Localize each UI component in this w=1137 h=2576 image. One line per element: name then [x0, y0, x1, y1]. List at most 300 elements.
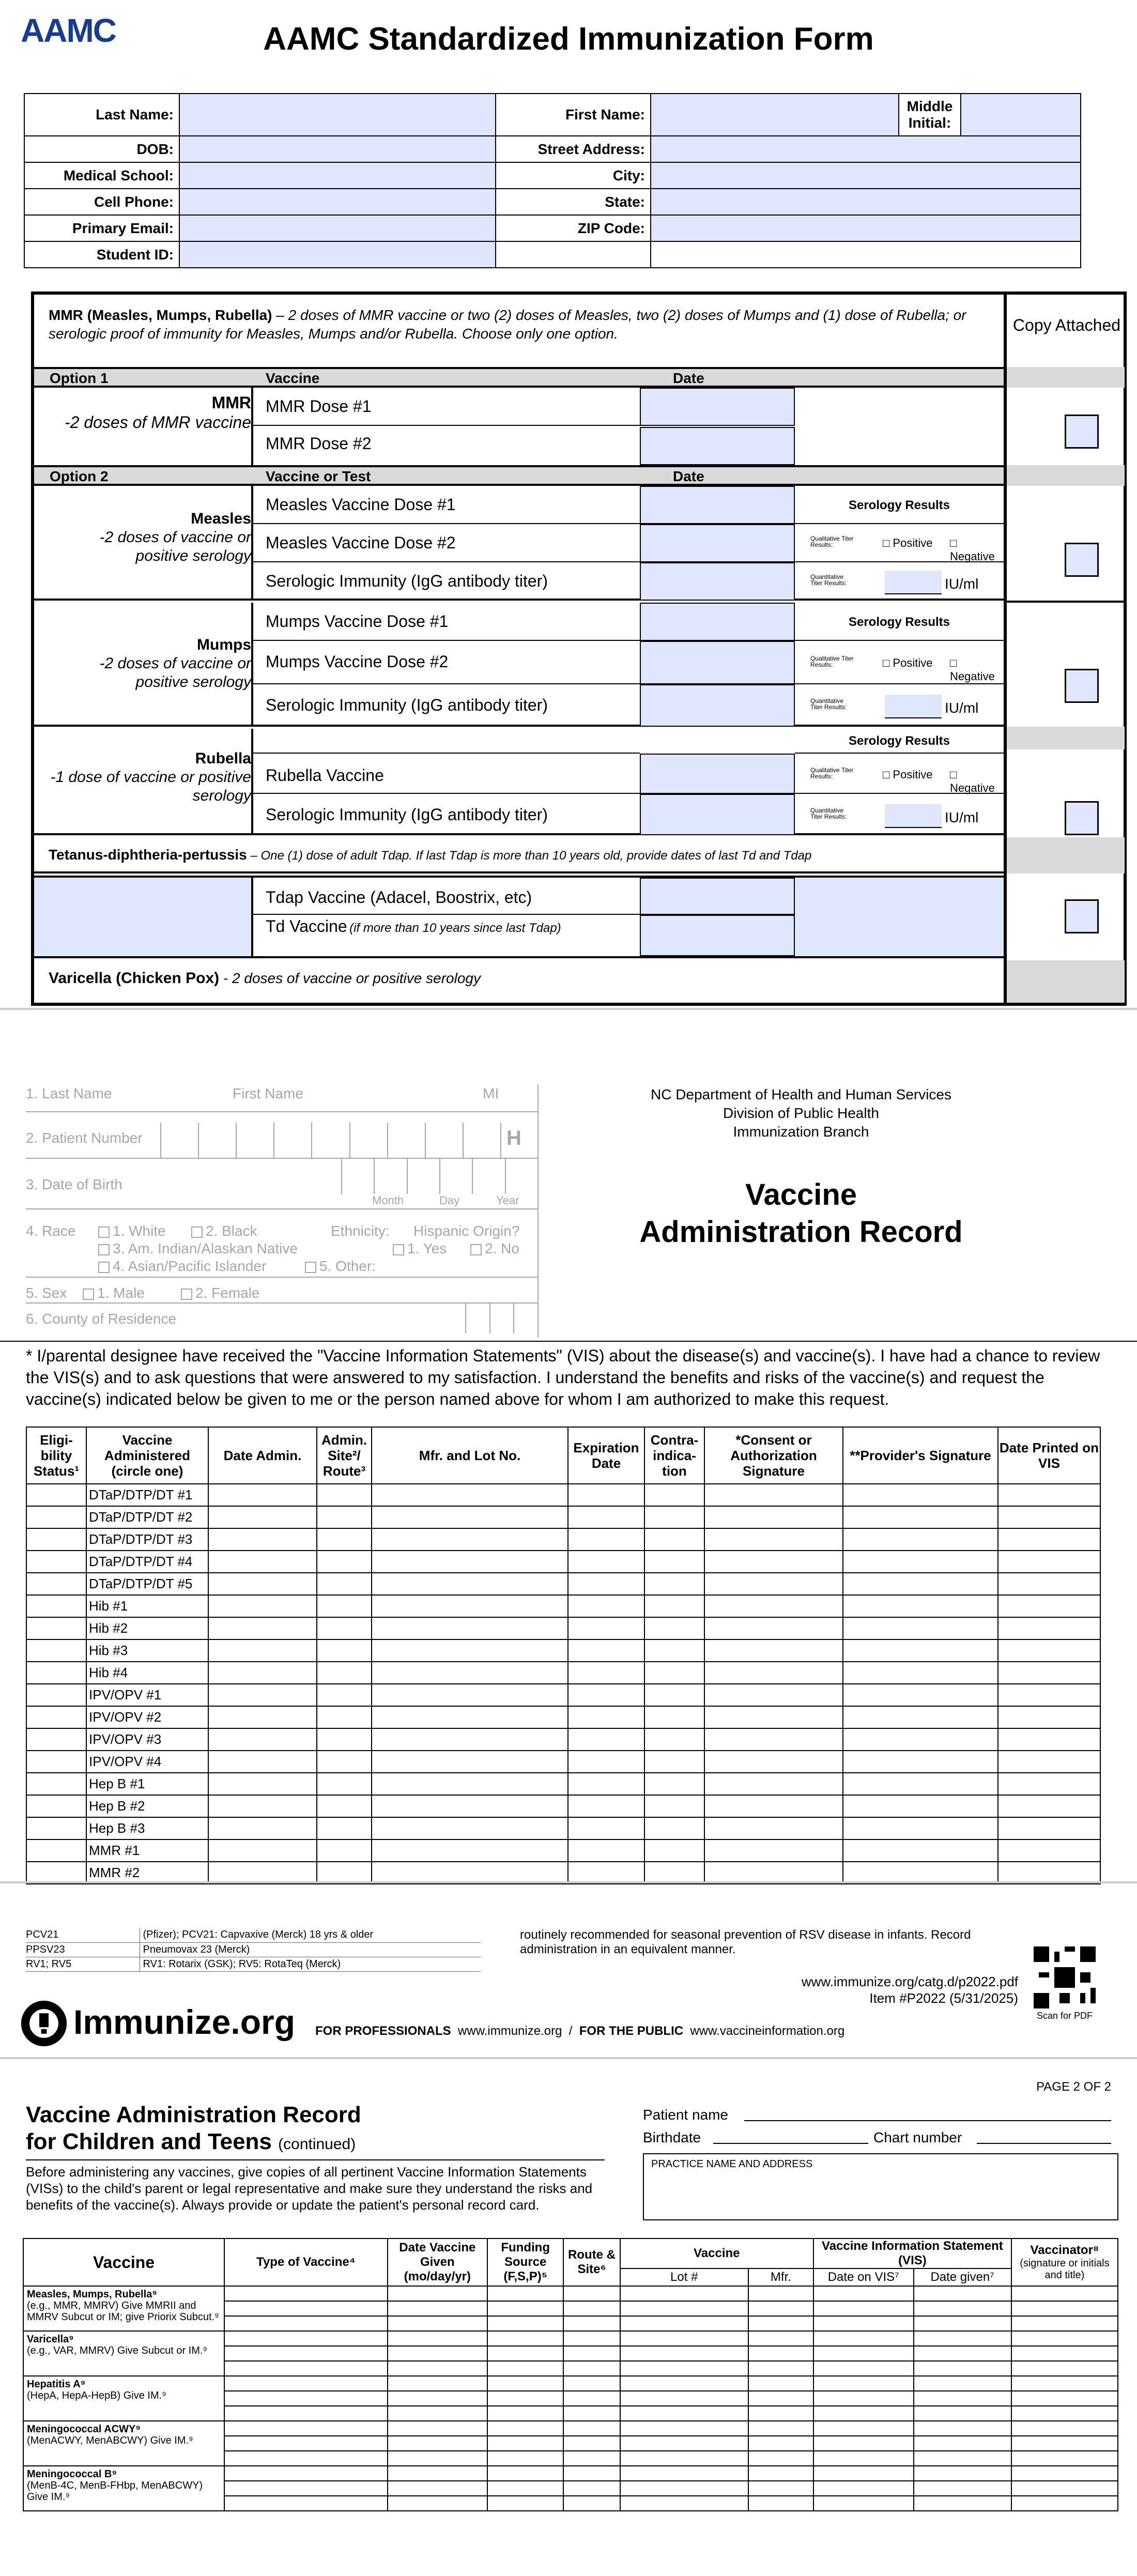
- record-cell[interactable]: [813, 2391, 914, 2406]
- record-cell[interactable]: [26, 1751, 86, 1773]
- record-cell[interactable]: [620, 2421, 748, 2436]
- dob-input[interactable]: [179, 136, 496, 162]
- record-cell[interactable]: [843, 1617, 998, 1639]
- record-cell[interactable]: [317, 1706, 372, 1728]
- record-cell[interactable]: [388, 2346, 488, 2361]
- school-input[interactable]: [179, 162, 496, 189]
- record-cell[interactable]: [998, 1528, 1100, 1551]
- record-cell[interactable]: [813, 2346, 914, 2361]
- race-am-indian[interactable]: 3. Am. Indian/Alaskan Native: [98, 1240, 298, 1257]
- record-cell[interactable]: [998, 1595, 1100, 1617]
- record-cell[interactable]: [487, 2316, 563, 2331]
- record-cell[interactable]: [568, 1817, 644, 1839]
- record-cell[interactable]: [388, 2496, 488, 2511]
- record-cell[interactable]: [388, 2466, 488, 2481]
- record-cell[interactable]: [372, 1639, 568, 1662]
- last-name-input[interactable]: [179, 94, 496, 136]
- record-cell[interactable]: [813, 2436, 914, 2451]
- record-cell[interactable]: [1011, 2391, 1118, 2406]
- record-cell[interactable]: [843, 1706, 998, 1728]
- record-cell[interactable]: [644, 1484, 704, 1506]
- prof-link[interactable]: www.immunize.org: [458, 2024, 562, 2038]
- record-cell[interactable]: [372, 1684, 568, 1706]
- record-cell[interactable]: [704, 1817, 843, 1839]
- record-cell[interactable]: [843, 1817, 998, 1839]
- record-cell[interactable]: [843, 1528, 998, 1551]
- middle-initial-input[interactable]: [961, 94, 1081, 136]
- record-cell[interactable]: [388, 2391, 488, 2406]
- record-cell[interactable]: [813, 2451, 914, 2466]
- record-cell[interactable]: [704, 1684, 843, 1706]
- record-cell[interactable]: [563, 2286, 620, 2301]
- record-cell[interactable]: [563, 2421, 620, 2436]
- record-cell[interactable]: [568, 1862, 644, 1884]
- record-cell[interactable]: [843, 1862, 998, 1884]
- record-cell[interactable]: [704, 1795, 843, 1817]
- record-cell[interactable]: [208, 1862, 317, 1884]
- public-link[interactable]: www.vaccineinformation.org: [690, 2024, 845, 2038]
- record-cell[interactable]: [372, 1528, 568, 1551]
- record-cell[interactable]: [704, 1595, 843, 1617]
- record-cell[interactable]: [26, 1639, 86, 1662]
- patient-name-line[interactable]: [744, 2120, 1111, 2121]
- record-cell[interactable]: [914, 2286, 1011, 2301]
- record-cell[interactable]: [813, 2286, 914, 2301]
- record-cell[interactable]: [644, 1862, 704, 1884]
- birthdate-line[interactable]: [713, 2143, 868, 2144]
- record-cell[interactable]: [487, 2286, 563, 2301]
- record-cell[interactable]: [26, 1839, 86, 1862]
- record-cell[interactable]: [914, 2361, 1011, 2376]
- rubella-negative[interactable]: □ Negative: [950, 768, 995, 794]
- record-cell[interactable]: [224, 2391, 387, 2406]
- measles-dose2-date[interactable]: [640, 524, 795, 562]
- record-cell[interactable]: [372, 1662, 568, 1684]
- county-boxes[interactable]: [465, 1302, 537, 1333]
- record-cell[interactable]: [563, 2451, 620, 2466]
- record-cell[interactable]: [1011, 2316, 1118, 2331]
- record-cell[interactable]: [843, 1639, 998, 1662]
- record-cell[interactable]: [317, 1795, 372, 1817]
- record-cell[interactable]: [317, 1639, 372, 1662]
- record-cell[interactable]: [843, 1751, 998, 1773]
- record-cell[interactable]: [26, 1595, 86, 1617]
- sex-male[interactable]: 1. Male: [83, 1285, 145, 1301]
- record-cell[interactable]: [372, 1862, 568, 1884]
- record-cell[interactable]: [208, 1817, 317, 1839]
- record-cell[interactable]: [1011, 2436, 1118, 2451]
- record-cell[interactable]: [26, 1662, 86, 1684]
- record-cell[interactable]: [568, 1706, 644, 1728]
- mmr-dose1-date[interactable]: [640, 388, 795, 426]
- record-cell[interactable]: [644, 1795, 704, 1817]
- measles-negative[interactable]: □ Negative: [950, 536, 995, 563]
- rubella-copy-checkbox[interactable]: [1065, 801, 1099, 838]
- record-cell[interactable]: [487, 2466, 563, 2481]
- record-cell[interactable]: [208, 1773, 317, 1795]
- record-cell[interactable]: [487, 2436, 563, 2451]
- record-cell[interactable]: [644, 1817, 704, 1839]
- record-cell[interactable]: [998, 1617, 1100, 1639]
- record-cell[interactable]: [317, 1662, 372, 1684]
- record-cell[interactable]: [748, 2391, 813, 2406]
- record-cell[interactable]: [563, 2481, 620, 2496]
- record-cell[interactable]: [644, 1684, 704, 1706]
- record-cell[interactable]: [704, 1573, 843, 1595]
- record-cell[interactable]: [748, 2346, 813, 2361]
- record-cell[interactable]: [843, 1573, 998, 1595]
- record-cell[interactable]: [843, 1684, 998, 1706]
- record-cell[interactable]: [620, 2406, 748, 2421]
- record-cell[interactable]: [487, 2421, 563, 2436]
- record-cell[interactable]: [704, 1773, 843, 1795]
- measles-iu-input[interactable]: [885, 571, 942, 594]
- student-id-input[interactable]: [179, 241, 496, 268]
- record-cell[interactable]: [372, 1706, 568, 1728]
- record-cell[interactable]: [1011, 2451, 1118, 2466]
- record-cell[interactable]: [914, 2301, 1011, 2316]
- mumps-dose1-date[interactable]: [640, 603, 795, 641]
- record-cell[interactable]: [813, 2466, 914, 2481]
- record-cell[interactable]: [748, 2301, 813, 2316]
- record-cell[interactable]: [704, 1484, 843, 1506]
- record-cell[interactable]: [372, 1617, 568, 1639]
- record-cell[interactable]: [208, 1706, 317, 1728]
- phone-input[interactable]: [179, 189, 496, 215]
- mumps-positive[interactable]: □ Positive: [883, 656, 933, 669]
- record-cell[interactable]: [914, 2466, 1011, 2481]
- email-input[interactable]: [179, 215, 496, 241]
- record-cell[interactable]: [843, 1506, 998, 1528]
- record-cell[interactable]: [388, 2481, 488, 2496]
- record-cell[interactable]: [372, 1484, 568, 1506]
- measles-serologic-date[interactable]: [640, 562, 795, 601]
- mumps-serologic-date[interactable]: [640, 684, 795, 727]
- record-cell[interactable]: [224, 2331, 387, 2346]
- record-cell[interactable]: [620, 2466, 748, 2481]
- record-cell[interactable]: [388, 2421, 488, 2436]
- record-cell[interactable]: [704, 1728, 843, 1751]
- record-cell[interactable]: [748, 2406, 813, 2421]
- record-cell[interactable]: [998, 1639, 1100, 1662]
- record-cell[interactable]: [208, 1573, 317, 1595]
- first-name-input[interactable]: [651, 94, 899, 136]
- record-cell[interactable]: [388, 2316, 488, 2331]
- record-cell[interactable]: [704, 1506, 843, 1528]
- record-cell[interactable]: [748, 2421, 813, 2436]
- dob-boxes[interactable]: [341, 1159, 537, 1194]
- record-cell[interactable]: [1011, 2286, 1118, 2301]
- record-cell[interactable]: [568, 1573, 644, 1595]
- sex-female[interactable]: 2. Female: [181, 1285, 260, 1301]
- record-cell[interactable]: [317, 1684, 372, 1706]
- record-cell[interactable]: [208, 1595, 317, 1617]
- record-cell[interactable]: [748, 2361, 813, 2376]
- record-cell[interactable]: [317, 1862, 372, 1884]
- record-cell[interactable]: [26, 1617, 86, 1639]
- qr-code-icon[interactable]: [1034, 1946, 1096, 2008]
- record-cell[interactable]: [563, 2391, 620, 2406]
- record-cell[interactable]: [372, 1751, 568, 1773]
- measles-positive[interactable]: □ Positive: [883, 536, 933, 549]
- record-cell[interactable]: [998, 1728, 1100, 1751]
- hispanic-no[interactable]: 2. No: [470, 1240, 519, 1257]
- record-cell[interactable]: [748, 2481, 813, 2496]
- record-cell[interactable]: [644, 1728, 704, 1751]
- record-cell[interactable]: [372, 1506, 568, 1528]
- record-cell[interactable]: [644, 1839, 704, 1862]
- record-cell[interactable]: [317, 1484, 372, 1506]
- record-cell[interactable]: [843, 1551, 998, 1573]
- record-cell[interactable]: [26, 1728, 86, 1751]
- record-cell[interactable]: [208, 1484, 317, 1506]
- record-cell[interactable]: [317, 1817, 372, 1839]
- record-cell[interactable]: [620, 2301, 748, 2316]
- record-cell[interactable]: [998, 1839, 1100, 1862]
- record-cell[interactable]: [644, 1773, 704, 1795]
- measles-copy-checkbox[interactable]: [1065, 543, 1099, 579]
- record-cell[interactable]: [748, 2436, 813, 2451]
- record-cell[interactable]: [563, 2331, 620, 2346]
- record-cell[interactable]: [998, 1773, 1100, 1795]
- record-cell[interactable]: [317, 1573, 372, 1595]
- practice-box[interactable]: PRACTICE NAME AND ADDRESS: [643, 2153, 1118, 2220]
- record-cell[interactable]: [644, 1528, 704, 1551]
- record-cell[interactable]: [998, 1706, 1100, 1728]
- record-cell[interactable]: [224, 2376, 387, 2391]
- measles-dose1-date[interactable]: [640, 486, 795, 524]
- record-cell[interactable]: [1011, 2331, 1118, 2346]
- race-black[interactable]: 2. Black: [191, 1223, 257, 1239]
- record-cell[interactable]: [568, 1551, 644, 1573]
- record-cell[interactable]: [26, 1795, 86, 1817]
- record-cell[interactable]: [1011, 2406, 1118, 2421]
- record-cell[interactable]: [224, 2466, 387, 2481]
- record-cell[interactable]: [372, 1551, 568, 1573]
- record-cell[interactable]: [1011, 2421, 1118, 2436]
- record-cell[interactable]: [704, 1862, 843, 1884]
- record-cell[interactable]: [487, 2376, 563, 2391]
- record-cell[interactable]: [748, 2376, 813, 2391]
- mumps-dose2-date[interactable]: [640, 641, 795, 684]
- rubella-serologic-date[interactable]: [640, 794, 795, 835]
- record-cell[interactable]: [914, 2316, 1011, 2331]
- record-cell[interactable]: [843, 1839, 998, 1862]
- record-cell[interactable]: [372, 1817, 568, 1839]
- record-cell[interactable]: [644, 1706, 704, 1728]
- record-cell[interactable]: [644, 1595, 704, 1617]
- record-cell[interactable]: [704, 1839, 843, 1862]
- record-cell[interactable]: [563, 2496, 620, 2511]
- record-cell[interactable]: [998, 1506, 1100, 1528]
- record-cell[interactable]: [388, 2286, 488, 2301]
- patient-number-boxes[interactable]: [160, 1123, 501, 1158]
- record-cell[interactable]: [568, 1639, 644, 1662]
- record-cell[interactable]: [748, 2316, 813, 2331]
- record-cell[interactable]: [813, 2421, 914, 2436]
- record-cell[interactable]: [704, 1528, 843, 1551]
- record-cell[interactable]: [317, 1595, 372, 1617]
- chart-number-line[interactable]: [977, 2143, 1111, 2144]
- record-cell[interactable]: [644, 1751, 704, 1773]
- record-cell[interactable]: [26, 1573, 86, 1595]
- record-cell[interactable]: [568, 1795, 644, 1817]
- record-cell[interactable]: [208, 1662, 317, 1684]
- record-cell[interactable]: [644, 1573, 704, 1595]
- record-cell[interactable]: [843, 1595, 998, 1617]
- record-cell[interactable]: [644, 1551, 704, 1573]
- record-cell[interactable]: [1011, 2481, 1118, 2496]
- record-cell[interactable]: [26, 1706, 86, 1728]
- record-cell[interactable]: [620, 2391, 748, 2406]
- record-cell[interactable]: [224, 2316, 387, 2331]
- race-white[interactable]: 1. White: [98, 1223, 166, 1239]
- record-cell[interactable]: [563, 2436, 620, 2451]
- record-cell[interactable]: [644, 1639, 704, 1662]
- city-input[interactable]: [651, 162, 1081, 189]
- record-cell[interactable]: [813, 2331, 914, 2346]
- record-cell[interactable]: [914, 2421, 1011, 2436]
- record-cell[interactable]: [998, 1573, 1100, 1595]
- record-cell[interactable]: [568, 1773, 644, 1795]
- record-cell[interactable]: [914, 2331, 1011, 2346]
- record-cell[interactable]: [568, 1595, 644, 1617]
- record-cell[interactable]: [372, 1595, 568, 1617]
- record-cell[interactable]: [208, 1728, 317, 1751]
- record-cell[interactable]: [914, 2451, 1011, 2466]
- record-cell[interactable]: [317, 1617, 372, 1639]
- record-cell[interactable]: [224, 2361, 387, 2376]
- record-cell[interactable]: [26, 1506, 86, 1528]
- record-cell[interactable]: [563, 2376, 620, 2391]
- record-cell[interactable]: [487, 2331, 563, 2346]
- hispanic-yes[interactable]: 1. Yes: [393, 1240, 447, 1257]
- record-cell[interactable]: [704, 1706, 843, 1728]
- record-cell[interactable]: [208, 1795, 317, 1817]
- race-other[interactable]: 5. Other:: [305, 1258, 376, 1275]
- record-cell[interactable]: [26, 1528, 86, 1551]
- record-cell[interactable]: [388, 2451, 488, 2466]
- record-cell[interactable]: [998, 1795, 1100, 1817]
- record-cell[interactable]: [914, 2346, 1011, 2361]
- record-cell[interactable]: [620, 2376, 748, 2391]
- record-cell[interactable]: [1011, 2346, 1118, 2361]
- record-cell[interactable]: [224, 2436, 387, 2451]
- record-cell[interactable]: [568, 1528, 644, 1551]
- record-cell[interactable]: [1011, 2301, 1118, 2316]
- record-cell[interactable]: [998, 1484, 1100, 1506]
- record-cell[interactable]: [843, 1662, 998, 1684]
- record-cell[interactable]: [568, 1728, 644, 1751]
- record-cell[interactable]: [26, 1484, 86, 1506]
- record-cell[interactable]: [563, 2361, 620, 2376]
- record-cell[interactable]: [704, 1617, 843, 1639]
- record-cell[interactable]: [914, 2436, 1011, 2451]
- record-cell[interactable]: [317, 1839, 372, 1862]
- record-cell[interactable]: [317, 1751, 372, 1773]
- record-cell[interactable]: [843, 1484, 998, 1506]
- record-cell[interactable]: [914, 2496, 1011, 2511]
- record-cell[interactable]: [372, 1795, 568, 1817]
- record-cell[interactable]: [568, 1617, 644, 1639]
- record-cell[interactable]: [568, 1684, 644, 1706]
- record-cell[interactable]: [998, 1684, 1100, 1706]
- record-cell[interactable]: [568, 1484, 644, 1506]
- zip-input[interactable]: [651, 215, 1081, 241]
- record-cell[interactable]: [224, 2286, 387, 2301]
- record-cell[interactable]: [813, 2496, 914, 2511]
- td-date[interactable]: [640, 915, 795, 956]
- record-cell[interactable]: [563, 2466, 620, 2481]
- record-cell[interactable]: [487, 2496, 563, 2511]
- record-cell[interactable]: [1011, 2466, 1118, 2481]
- record-cell[interactable]: [620, 2346, 748, 2361]
- record-cell[interactable]: [372, 1728, 568, 1751]
- record-cell[interactable]: [568, 1506, 644, 1528]
- record-cell[interactable]: [208, 1528, 317, 1551]
- record-cell[interactable]: [620, 2436, 748, 2451]
- record-cell[interactable]: [26, 1862, 86, 1884]
- record-cell[interactable]: [317, 1528, 372, 1551]
- record-cell[interactable]: [748, 2286, 813, 2301]
- record-cell[interactable]: [644, 1506, 704, 1528]
- tdap-date[interactable]: [640, 878, 795, 915]
- record-cell[interactable]: [568, 1751, 644, 1773]
- record-cell[interactable]: [224, 2301, 387, 2316]
- record-cell[interactable]: [914, 2391, 1011, 2406]
- record-cell[interactable]: [620, 2481, 748, 2496]
- record-cell[interactable]: [388, 2406, 488, 2421]
- record-cell[interactable]: [914, 2481, 1011, 2496]
- record-cell[interactable]: [26, 1817, 86, 1839]
- record-cell[interactable]: [704, 1662, 843, 1684]
- record-cell[interactable]: [224, 2421, 387, 2436]
- record-cell[interactable]: [998, 1551, 1100, 1573]
- record-cell[interactable]: [914, 2406, 1011, 2421]
- record-cell[interactable]: [620, 2316, 748, 2331]
- record-cell[interactable]: [813, 2376, 914, 2391]
- record-cell[interactable]: [704, 1751, 843, 1773]
- street-input[interactable]: [651, 136, 1081, 162]
- race-asian[interactable]: 4. Asian/Pacific Islander: [98, 1258, 266, 1275]
- record-cell[interactable]: [224, 2346, 387, 2361]
- record-cell[interactable]: [914, 2376, 1011, 2391]
- record-cell[interactable]: [998, 1662, 1100, 1684]
- record-cell[interactable]: [372, 1839, 568, 1862]
- record-cell[interactable]: [748, 2451, 813, 2466]
- record-cell[interactable]: [563, 2406, 620, 2421]
- record-cell[interactable]: [620, 2361, 748, 2376]
- record-cell[interactable]: [748, 2331, 813, 2346]
- record-cell[interactable]: [224, 2481, 387, 2496]
- record-cell[interactable]: [748, 2466, 813, 2481]
- mumps-copy-checkbox[interactable]: [1065, 669, 1099, 706]
- record-cell[interactable]: [813, 2361, 914, 2376]
- record-cell[interactable]: [998, 1817, 1100, 1839]
- record-cell[interactable]: [644, 1617, 704, 1639]
- record-cell[interactable]: [563, 2346, 620, 2361]
- pdf-url[interactable]: www.immunize.org/catg.d/p2022.pdf: [801, 1974, 1018, 1989]
- mumps-negative[interactable]: □ Negative: [950, 656, 995, 683]
- record-cell[interactable]: [568, 1662, 644, 1684]
- record-cell[interactable]: [26, 1773, 86, 1795]
- record-cell[interactable]: [224, 2496, 387, 2511]
- state-input[interactable]: [651, 189, 1081, 215]
- record-cell[interactable]: [813, 2316, 914, 2331]
- record-cell[interactable]: [388, 2301, 488, 2316]
- record-cell[interactable]: [620, 2286, 748, 2301]
- rubella-iu-input[interactable]: [885, 804, 942, 828]
